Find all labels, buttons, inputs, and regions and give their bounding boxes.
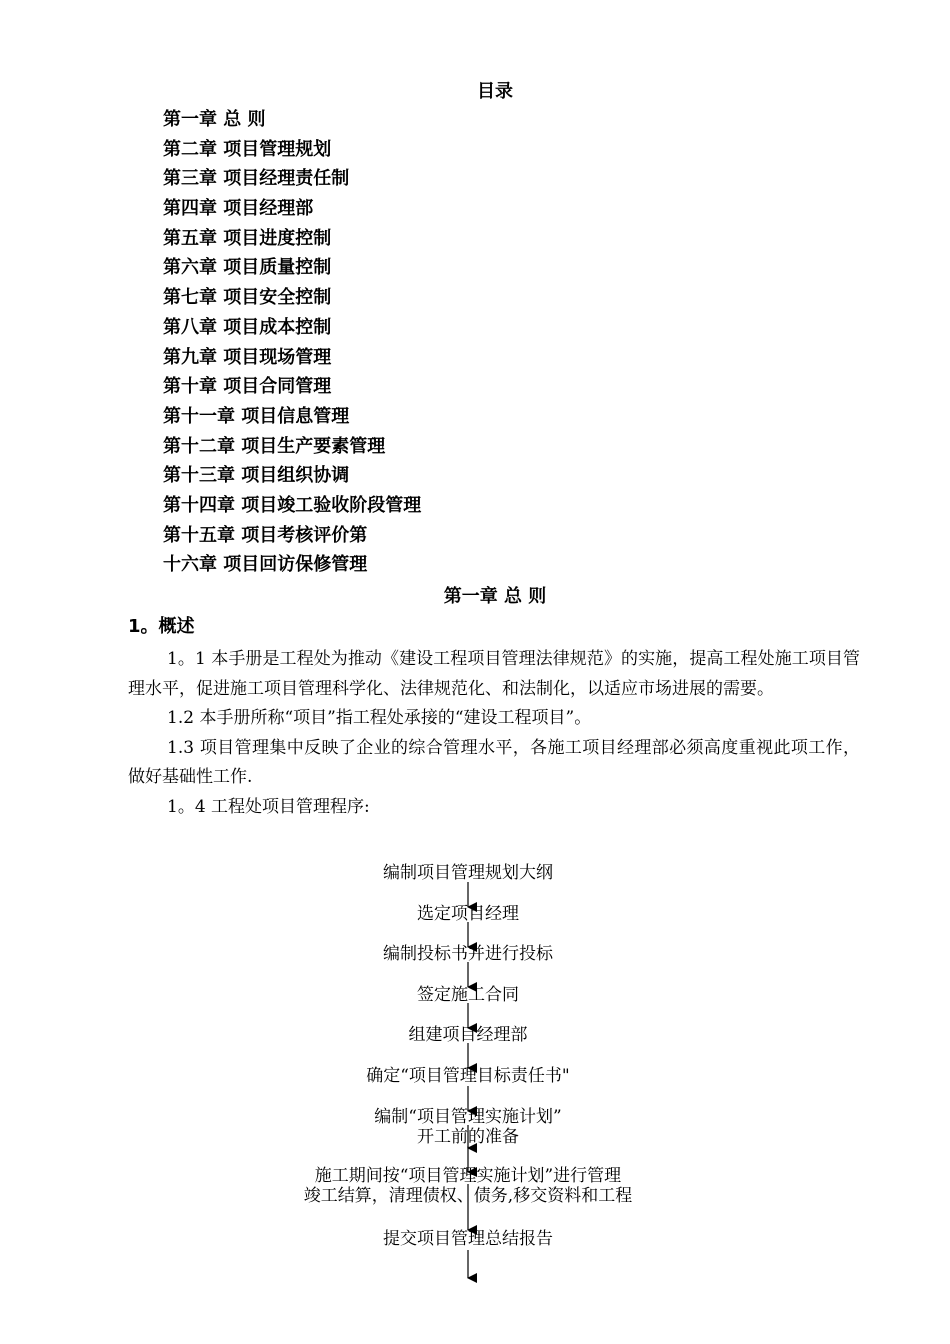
toc-item[interactable]: 第十章 项目合同管理 [163,376,332,398]
toc-item[interactable]: 第八章 项目成本控制 [163,316,332,338]
toc-item[interactable]: 第九章 项目现场管理 [163,346,332,368]
flow-step: 编制项目管理规划大纲 [383,863,553,883]
paragraph: 1。1 本手册是工程处为推动《建设工程项目管理法律规范》的实施，提高工程处施工项目管理水平，促进施工项目管理科学化、法律规范化、和法制化，以适应市场进展的需要。 [128,649,860,699]
toc-item[interactable]: 第六章 项目质量控制 [163,257,332,279]
paragraph: 1。4 工程处项目管理程序: [167,796,370,817]
flow-step: 编制投标书并进行投标 [383,944,553,964]
toc-item[interactable]: 第十五章 项目考核评价第 [163,524,368,546]
toc-list [163,108,421,583]
paragraph: 1.3 项目管理集中反映了企业的综合管理水平，各施工项目经理部必须高度重视此项工作，做好基础性工作. [128,737,860,787]
paragraph: 1.2 本手册所称“项目”指工程处承接的“建设工程项目”。 [167,708,592,728]
flow-step: 施工期间按“项目管理实施计划”进行管理 [314,1166,622,1186]
flow-step: 竣工结算，清理债权、债务,移交资料和工程 [303,1186,633,1206]
toc-item[interactable]: 第一章 总 则 [163,109,266,130]
flow-step: 确定“项目管理目标责任书" [366,1066,570,1086]
toc-item[interactable]: 第二章 项目管理规划 [163,138,332,160]
toc-item[interactable]: 第十三章 项目组织协调 [163,465,350,487]
toc-item[interactable]: 十六章 项目回访保修管理 [163,554,368,576]
toc-item[interactable]: 第四章 项目经理部 [163,198,314,220]
flow-step: 编制“项目管理实施计划” [374,1107,562,1127]
section-title: 1。概述 [128,616,195,637]
toc-item[interactable]: 第三章 项目经理责任制 [163,168,350,190]
flow-step: 签定施工合同 [417,985,519,1005]
toc-item[interactable]: 第五章 项目进度控制 [163,227,332,249]
body-text [128,645,860,822]
chapter-title: 第一章 总 则 [443,586,547,607]
toc-item[interactable]: 第十一章 项目信息管理 [163,405,350,427]
flow-step: 开工前的准备 [417,1127,519,1147]
toc-item[interactable]: 第十四章 项目竣工验收阶段管理 [163,494,422,516]
flow-step: 选定项目经理 [417,904,519,924]
toc-item[interactable]: 第十二章 项目生产要素管理 [163,435,386,457]
flow-step: 组建项目经理部 [408,1025,528,1045]
flow-step: 提交项目管理总结报告 [383,1229,553,1249]
toc-title: 目录 [477,81,513,102]
toc-item[interactable]: 第七章 项目安全控制 [163,287,332,309]
